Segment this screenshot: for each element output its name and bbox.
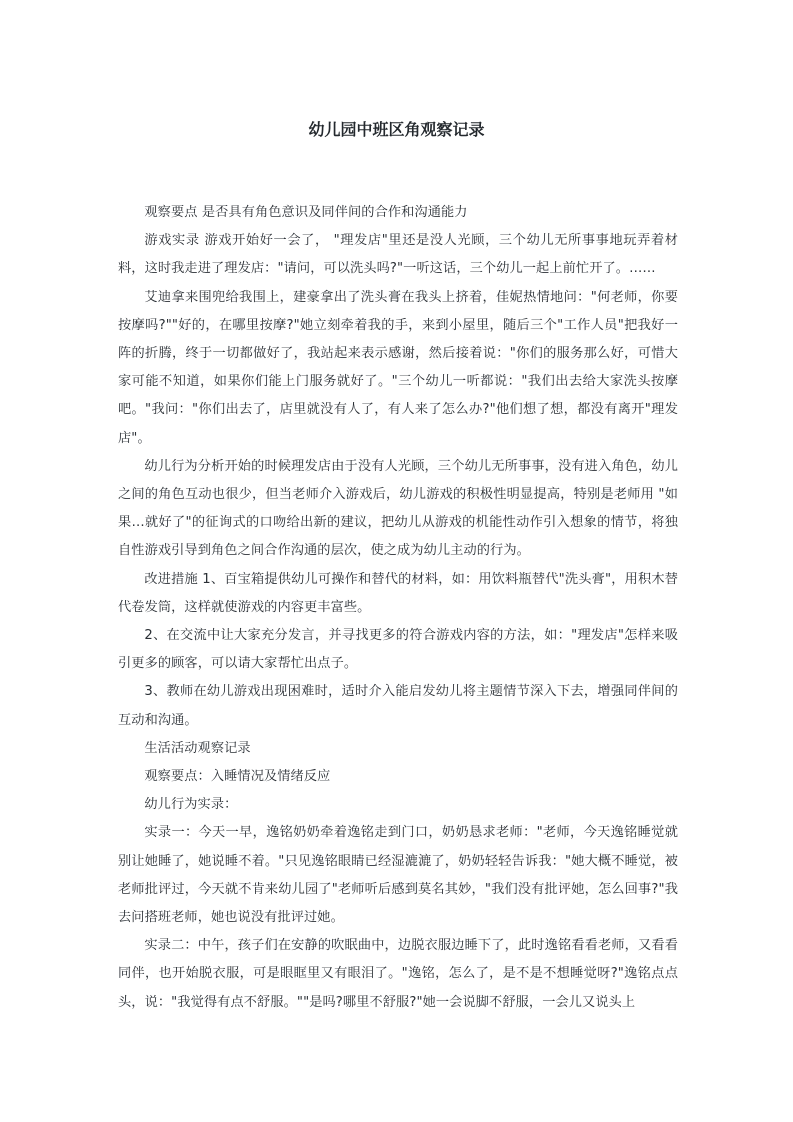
paragraph-record-two: 实录二：中午，孩子们在安静的吹眠曲中，边脱衣服边睡下了，此时逸铭看看老师，又看看同伴，也开始脱衣服，可是眼眶里又有眼泪了。"逸铭，怎么了，是不是不想睡觉呀?"逸铭点点头，说："我觉得有点不舒服。""是吗?哪里不舒服?"她一会说脚不舒服，一会儿又说头上 bbox=[118, 938, 678, 1010]
paragraph-behavior-analysis: 幼儿行为分析开始的时候理发店由于没有人光顾，三个幼儿无所事事，没有进入角色，幼儿之间的角色互动也很少，但当老师介入游戏后，幼儿游戏的积极性明显提高，特别是老师用 "如果…就好了"的征询式的口吻给出新的建议，把幼儿从游戏的机能性动作引入想象的情节，将独自性游戏引导到角色之间合作沟通的层次，使之成为幼儿主动的行为。 bbox=[118, 458, 678, 559]
paragraph-game-record: 游戏实录 游戏开始好一会了， "理发店"里还是没人光顾，三个幼儿无所事事地玩弄着材料，这时我走进了理发店："请问，可以洗头吗?"一听这话，三个幼儿一起上前忙开了。…… bbox=[118, 233, 678, 277]
document-body bbox=[118, 199, 678, 1017]
paragraph-observation-focus: 观察要点 是否具有角色意识及同伴间的合作和沟通能力 bbox=[144, 205, 468, 220]
paragraph-improvement-2: 2、在交流中让大家充分发言，并寻找更多的符合游戏内容的方法，如："理发店"怎样来吸引更多的顾客，可以请大家帮忙出点子。 bbox=[118, 628, 678, 672]
document-title: 幼儿园中班区角观察记录 bbox=[308, 120, 485, 139]
paragraph-sleep-observation-focus: 观察要点：入睡情况及情绪反应 bbox=[144, 769, 331, 785]
section-heading-life-activity: 生活活动观察记录 bbox=[144, 740, 251, 756]
paragraph-behavior-record-label: 幼儿行为实录： bbox=[144, 797, 238, 813]
paragraph-improvement-1: 改进措施 1、百宝箱提供幼儿可操作和替代的材料，如：用饮料瓶替代"洗头膏"，用积木替代卷发筒，这样就使游戏的内容更丰富些。 bbox=[118, 571, 678, 615]
paragraph-game-record-continued: 艾迪拿来围兜给我围上，建豪拿出了洗头膏在我头上挤着，佳妮热情地问："何老师，你要按摩吗?""好的，在哪里按摩?"她立刻牵着我的手，来到小屋里，随后三个"工作人员"把我好一阵的折腾，终于一切都做好了，我站起来表示感谢，然后接着说："你们的服务那么好，可惜大家可能不知道，如果你们能上门服务就好了。"三个幼儿一听都说："我们出去给大家洗头按摩吧。"我问："你们出去了，店里就没有人了，有人来了怎么办?"他们想了想，都没有离开"理发店"。 bbox=[118, 289, 678, 446]
paragraph-improvement-3: 3、教师在幼儿游戏出现困难时，适时介入能启发幼儿将主题情节深入下去，增强同伴间的互动和沟通。 bbox=[118, 684, 678, 728]
paragraph-record-one: 实录一：今天一早，逸铭奶奶牵着逸铭走到门口，奶奶恳求老师："老师，今天逸铭睡觉就别让她睡了，她说睡不着。"只见逸铭眼睛已经湿漉漉了，奶奶轻轻告诉我："她大概不睡觉，被老师批评过，今天就不肯来幼儿园了"老师听后感到莫名其妙，"我们没有批评她，怎么回事?"我去问搭班老师，她也说没有批评过她。 bbox=[118, 825, 678, 926]
